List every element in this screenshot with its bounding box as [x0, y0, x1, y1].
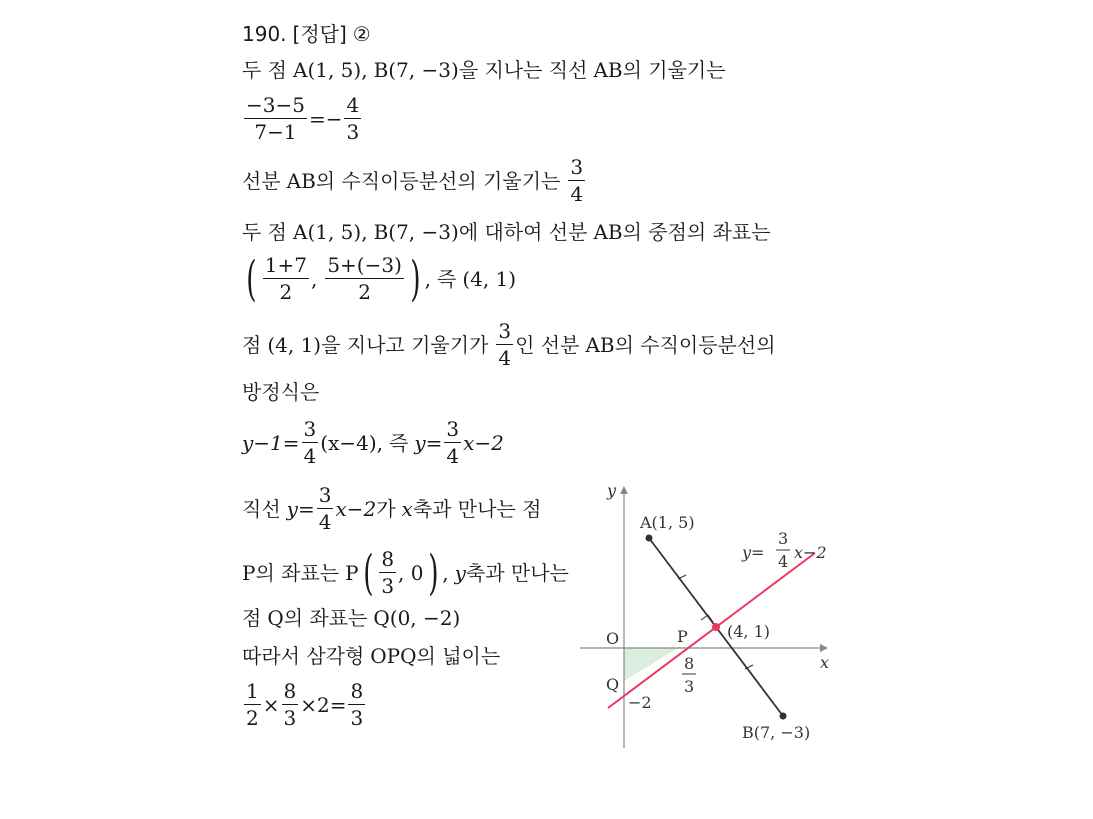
- text: 방정식은: [242, 380, 320, 404]
- denominator: 4: [303, 444, 317, 468]
- equals: =−: [308, 106, 343, 131]
- fraction: [325, 254, 404, 303]
- text: 의 넓이는: [416, 644, 501, 668]
- denominator: 2: [246, 706, 259, 730]
- fraction: [379, 548, 396, 597]
- fraction: [244, 94, 307, 143]
- point-q-coords: Q(0, −2): [373, 606, 461, 630]
- x-axis-arrow-icon: [820, 644, 828, 652]
- denominator: 2: [279, 280, 293, 304]
- text: 축과 만나는 점: [412, 496, 542, 521]
- point-b: B(7, −3): [373, 58, 459, 82]
- coordinate-graph: [570, 478, 860, 753]
- answer-tag: [정답]: [292, 22, 347, 46]
- text-line-6: [242, 320, 776, 369]
- text: 즉: [389, 430, 409, 455]
- term: y=: [286, 496, 315, 521]
- term: , 0: [398, 560, 424, 585]
- answer-mark: ②: [352, 22, 371, 46]
- text: 두 점: [242, 58, 287, 82]
- fraction: [244, 680, 261, 729]
- term: y: [454, 560, 466, 585]
- segment-ab: AB: [286, 168, 316, 193]
- eq-tail: x−2: [794, 543, 827, 562]
- numerator: 1: [246, 679, 259, 703]
- fraction: [282, 680, 299, 729]
- text-line-9: [242, 484, 541, 533]
- term: x−2: [463, 430, 504, 455]
- fraction: [263, 254, 309, 303]
- area-formula: [242, 680, 367, 729]
- line-y-eq: [608, 553, 815, 708]
- text: 의 중점의 좌표는: [622, 220, 771, 244]
- point-a: A(1, 5),: [293, 220, 368, 244]
- numerator: −3−5: [246, 93, 305, 117]
- text: 의 좌표는: [283, 606, 368, 630]
- point-a-label: A(1, 5): [640, 513, 695, 532]
- segment-ab: AB: [585, 332, 615, 357]
- y-axis-arrow-icon: [620, 486, 628, 494]
- text-line-3: [242, 156, 587, 205]
- fraction: [344, 94, 361, 143]
- denominator: 4: [570, 182, 584, 206]
- denominator: 2: [358, 280, 371, 304]
- text: 을 지나고 기울기가: [321, 332, 489, 357]
- text: 즉: [436, 266, 457, 291]
- p-denominator: 3: [684, 677, 695, 696]
- fraction: [496, 320, 513, 369]
- term: y=: [414, 430, 443, 455]
- numerator: 1+7: [264, 253, 307, 277]
- eq-numerator: 3: [778, 529, 789, 548]
- p-numerator: 8: [684, 654, 695, 673]
- eq-denominator: 4: [778, 552, 789, 571]
- denominator: 3: [346, 120, 360, 144]
- denominator: 4: [318, 510, 332, 534]
- text: 의 수직이등분선의 기울기는: [315, 168, 561, 193]
- origin-label: O: [606, 629, 620, 648]
- triangle-opq: OPQ: [370, 644, 417, 668]
- point-q-label: Q: [606, 675, 620, 694]
- text-line-11: [242, 608, 460, 628]
- fraction: [302, 418, 319, 467]
- text: 두 점: [242, 220, 287, 244]
- text: 에 대하여 선분: [458, 220, 588, 244]
- term: (x−4),: [320, 430, 384, 455]
- text: 점: [242, 606, 262, 630]
- numerator: 3: [303, 417, 317, 441]
- text-line-10: P 의 좌표는 P ( $\frac{8}{3}$ , 0 ) , y 축과 만나는: [242, 544, 569, 601]
- comma: ,: [310, 266, 318, 291]
- midpoint: (4, 1): [462, 266, 517, 291]
- denominator: 3: [283, 706, 297, 730]
- numerator: 5+(−3): [327, 253, 402, 277]
- times: ×2=: [300, 692, 347, 717]
- point-p: P: [242, 560, 256, 585]
- point-p: P: [345, 560, 359, 585]
- text: 의 수직이등분선의: [614, 332, 776, 357]
- y-axis-label: y: [607, 481, 617, 500]
- point-p-label: P: [677, 627, 688, 646]
- numerator: 8: [381, 547, 395, 571]
- segment-ab: AB: [593, 220, 623, 244]
- text: 가: [376, 496, 396, 521]
- text: 인 선분: [515, 332, 580, 357]
- numerator: 8: [350, 679, 364, 703]
- times: ×: [262, 692, 280, 717]
- segment-ab: AB: [593, 58, 623, 82]
- neg2-label: −2: [628, 693, 652, 712]
- denominator: 4: [446, 444, 460, 468]
- text: 선분: [242, 168, 281, 193]
- text: 직선: [242, 496, 281, 521]
- midpoint-formula: ( $\frac{1+7}{2}$ , $\frac{5+(-3)}{2}$ ) , 즉 (4, 1): [246, 250, 517, 307]
- eq-y: y=: [742, 543, 765, 562]
- point-b-label: B(7, −3): [742, 723, 811, 742]
- comma: ,: [424, 266, 431, 291]
- text: 의 좌표는: [255, 560, 340, 585]
- text-line-4: [242, 222, 771, 242]
- fraction: [568, 156, 585, 205]
- point-a: [646, 535, 653, 542]
- midpoint: [712, 623, 720, 631]
- point-q: Q: [267, 606, 284, 630]
- x-axis-label: x: [820, 653, 830, 672]
- line-equation: [242, 418, 504, 467]
- text: 따라서 삼각형: [242, 644, 365, 668]
- fraction: [317, 484, 334, 533]
- problem-number: 190.: [242, 22, 287, 46]
- denominator: 3: [381, 574, 395, 598]
- numerator: 3: [570, 155, 584, 179]
- term: x: [401, 496, 413, 521]
- numerator: 3: [446, 417, 460, 441]
- answer-header: [242, 24, 371, 44]
- point-a: A(1, 5),: [293, 58, 368, 82]
- text: 축과 만나는: [465, 560, 569, 585]
- text-line-12: [242, 646, 500, 666]
- denominator: 4: [498, 346, 512, 370]
- text: 을 지나는 직선: [458, 58, 588, 82]
- denominator: 3: [350, 706, 364, 730]
- numerator: 3: [498, 319, 512, 343]
- text: 의 기울기는: [622, 58, 726, 82]
- fraction: [444, 418, 461, 467]
- comma: ,: [442, 560, 449, 585]
- midpoint: (4, 1): [267, 332, 322, 357]
- point-b: B(7, −3): [373, 220, 459, 244]
- text: 점: [242, 332, 262, 357]
- fraction: [348, 680, 365, 729]
- numerator: 4: [346, 93, 360, 117]
- numerator: 3: [318, 483, 332, 507]
- term: x−2: [335, 496, 377, 521]
- text-line-7: [242, 382, 319, 402]
- denominator: 7−1: [254, 120, 297, 144]
- slope-formula: [242, 94, 363, 143]
- numerator: 8: [283, 679, 297, 703]
- point-b: [780, 713, 787, 720]
- lhs: y−1=: [242, 430, 300, 455]
- text-line-1: [242, 60, 726, 80]
- midpoint-label: (4, 1): [727, 622, 771, 641]
